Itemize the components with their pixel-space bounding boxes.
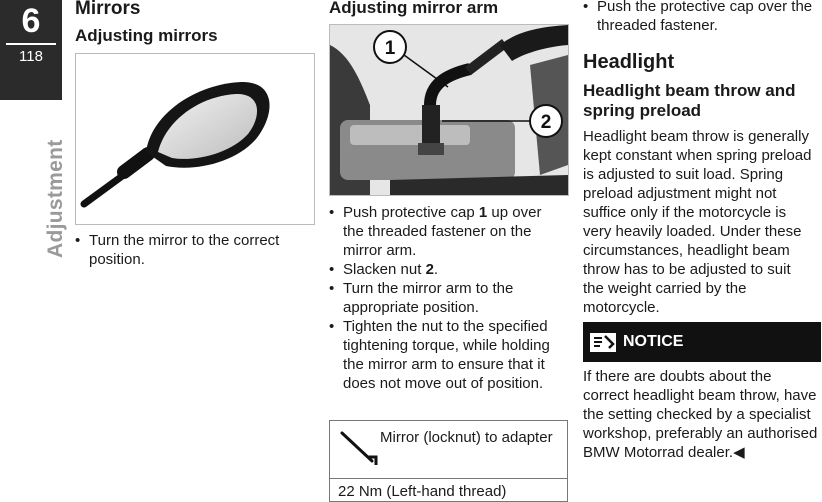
list-item: • Tighten the nut to the specified tightening torque, while holding the mirror arm to ensure that it does not move out of position. [329,317,564,393]
page-number: 118 [19,48,43,65]
notice-label: NOTICE [623,333,684,350]
torque-name: Mirror (locknut) to adapter [380,429,553,446]
list-item: • Push protective cap 1 up over the threaded fastener on the mirror arm. [329,203,564,260]
notice-banner [583,322,821,362]
notice-text: If there are doubts about the correct headlight beam throw, have the setting checked by a specialist workshop, preferably an authorised BMW Motorrad dealer.◀ [583,368,818,461]
beam-throw-heading: Headlight beam throw and spring preload [583,81,796,120]
callout-2: 2 [540,112,552,133]
list-item: • Push the protective cap over the threaded fastener. [583,0,815,35]
mirror-photo [75,53,315,225]
torque-wrench-icon [338,429,378,469]
beam-throw-paragraph: Headlight beam throw is generally kept constant when spring preload is adjusted to suit load. Spring preload adjustment might not suffice only if the motorcycle is very heavily loaded. Under these circumstances, headlight beam throw has to be adjusted to suit the weight carried by the motorcycle. [583,128,812,316]
end-mark: ◀ [733,444,745,461]
col2-bullets [329,203,564,393]
col3-bullets [583,0,815,35]
mirror-arm-photo [329,24,569,196]
torque-value: 22 Nm (Left-hand thread) [338,483,507,500]
callout-1: 1 [384,38,396,59]
chapter-divider [6,43,56,45]
headlight-heading: Headlight [583,51,675,73]
torque-table [329,420,568,502]
adjusting-mirror-arm-heading: Adjusting mirror arm [329,0,499,17]
mirrors-heading: Mirrors [75,0,141,19]
chapter-number: 6 [21,2,41,40]
list-item: • Turn the mirror to the correct position. [75,231,310,269]
list-item: • Turn the mirror arm to the appropriate position. [329,279,564,317]
adjusting-mirrors-heading: Adjusting mirrors [75,26,218,45]
section-label: Adjustment [44,139,67,258]
workshop-notice-icon [589,330,617,354]
list-item: • Slacken nut 2. [329,260,564,279]
col1-bullets [75,231,310,269]
